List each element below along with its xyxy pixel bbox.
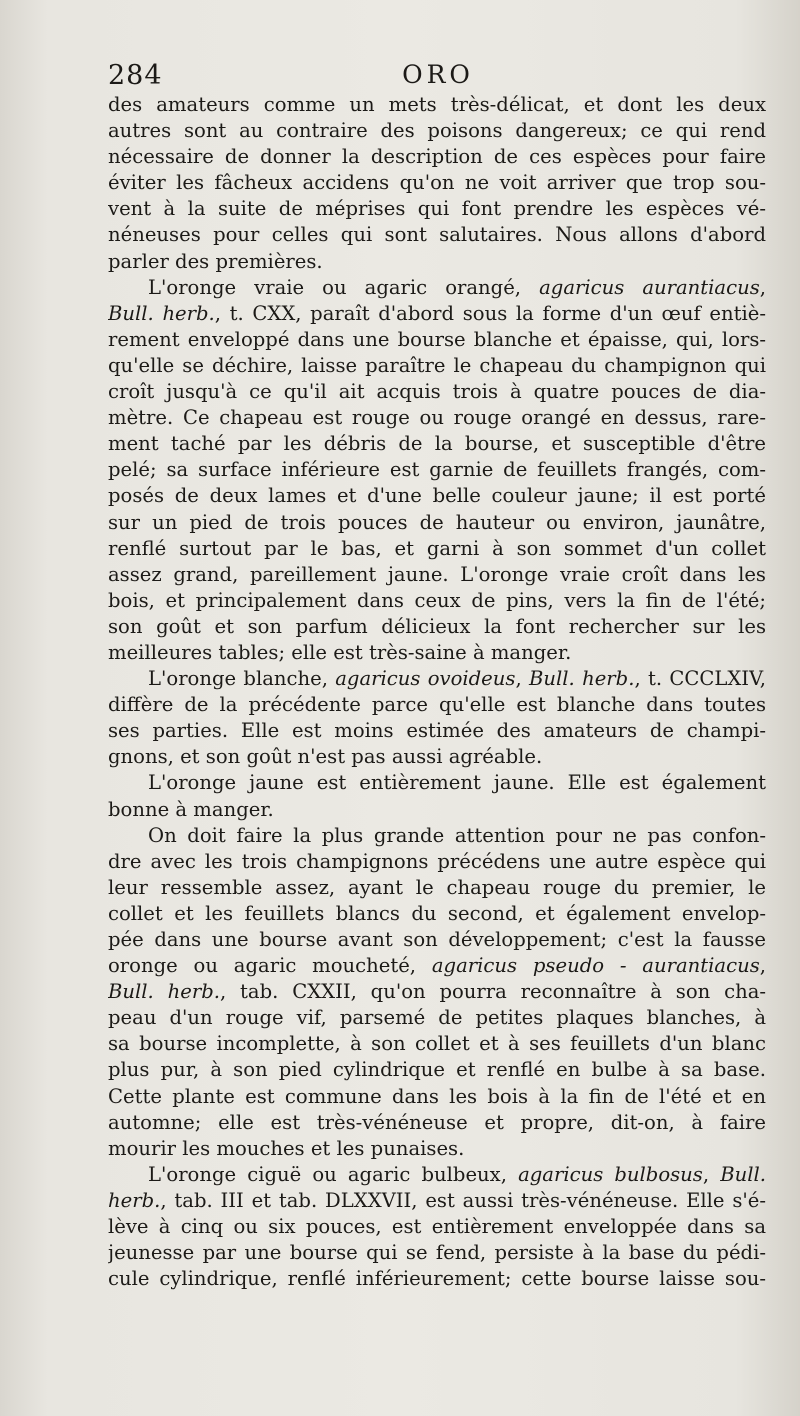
text-line: Bull. herb., t. CXX, paraît d'abord sous la forme d'un œuf entiè- (108, 301, 766, 325)
text-line: dre avec les trois champignons précédens une autre espèce qui (108, 849, 766, 873)
text-line: qu'elle se déchire, laisse paraître le chapeau du champignon qui (108, 353, 766, 377)
text-line: ses parties. Elle est moins estimée des amateurs de champi- (108, 719, 766, 743)
text-line: croît jusqu'à ce qu'il ait acquis trois à quatre pouces de dia- (108, 380, 766, 404)
text-line: vent à la suite de méprises qui font prendre les espèces vé- (108, 197, 766, 221)
text-line: lève à cinq ou six pouces, est entièrement enveloppée dans sa (108, 1215, 766, 1239)
page-header (108, 60, 768, 94)
text-line: collet et les feuillets blancs du second, et également envelop- (108, 901, 766, 925)
text-line: cule cylindrique, renflé inférieurement; cette bourse laisse sou- (108, 1267, 766, 1291)
text-line: sa bourse incomplette, à son collet et à ses feuillets d'un blanc (108, 1032, 766, 1056)
text-line: meilleures tables; elle est très-saine à manger. (108, 640, 572, 664)
text-line: leur ressemble assez, ayant le chapeau rouge du premier, le (108, 875, 766, 899)
text-line: jeunesse par une bourse qui se fend, persiste à la base du pédi- (108, 1241, 766, 1265)
text-line: L'oronge vraie ou agaric orangé, agaricus aurantiacus, (148, 275, 766, 299)
text-line: sur un pied de trois pouces de hauteur ou environ, jaunâtre, (108, 510, 766, 534)
text-line: assez grand, pareillement jaune. L'oronge vraie croît dans les (108, 562, 766, 586)
text-line: gnons, et son goût n'est pas aussi agréable. (108, 745, 543, 769)
text-line: éviter les fâcheux accidens qu'on ne voit arriver que trop sou- (108, 171, 766, 195)
text-body (108, 92, 766, 1292)
text-line: bois, et principalement dans ceux de pins, vers la fin de l'été; (108, 588, 766, 612)
text-line: autres sont au contraire des poisons dangereux; ce qui rend (108, 119, 766, 143)
text-line: pée dans une bourse avant son développement; c'est la fausse (108, 928, 766, 951)
text-line: L'oronge ciguë ou agaric bulbeux, agaricus bulbosus, Bull. (148, 1162, 766, 1186)
page-number: 284 (108, 60, 163, 91)
text-line: son goût et son parfum délicieux la font rechercher sur les (108, 614, 766, 638)
text-line: diffère de la précédente parce qu'elle est blanche dans toutes (108, 693, 766, 717)
text-line: rement enveloppé dans une bourse blanche et épaisse, qui, lors- (108, 327, 766, 351)
text-line: mètre. Ce chapeau est rouge ou rouge orangé en dessus, rare- (108, 406, 766, 430)
text-line: oronge ou agaric moucheté, agaricus pseudo - aurantiacus, (108, 954, 766, 978)
text-line: ment taché par les débris de la bourse, et susceptible d'être (108, 432, 766, 456)
text-line: Bull. herb., tab. CXXII, qu'on pourra reconnaître à son cha- (108, 980, 766, 1004)
text-line: bonne à manger. (108, 797, 274, 821)
text-line: automne; elle est très-vénéneuse et propre, dit-on, à faire (108, 1110, 766, 1134)
text-line: Cette plante est commune dans les bois à la fin de l'été et en (108, 1084, 766, 1108)
text-line: des amateurs comme un mets très-délicat, et dont les deux (108, 93, 766, 116)
text-line: L'oronge jaune est entièrement jaune. Elle est également (148, 771, 766, 795)
text-line: posés de deux lames et d'une belle couleur jaune; il est porté (108, 484, 766, 508)
text-line: mourir les mouches et les punaises. (108, 1136, 465, 1160)
text-line: peau d'un rouge vif, parsemé de petites plaques blanches, à (108, 1006, 766, 1030)
text-line: nécessaire de donner la description de ces espèces pour faire (108, 145, 766, 169)
text-line: On doit faire la plus grande attention pour ne pas confon- (148, 823, 766, 847)
text-line: plus pur, à son pied cylindrique et renflé en bulbe à sa base. (108, 1058, 766, 1082)
text-line: parler des premières. (108, 249, 323, 273)
text-line: renflé surtout par le bas, et garni à son sommet d'un collet (108, 536, 766, 560)
text-line: pelé; sa surface inférieure est garnie de feuillets frangés, com- (108, 458, 766, 482)
running-head: ORO (402, 60, 474, 89)
text-line: herb., tab. III et tab. DLXXVII, est aussi très-vénéneuse. Elle s'é- (108, 1188, 766, 1212)
text-line: néneuses pour celles qui sont salutaires. Nous allons d'abord (108, 223, 766, 247)
text-line: L'oronge blanche, agaricus ovoideus, Bull. herb., t. CCCLXIV, (148, 667, 766, 691)
